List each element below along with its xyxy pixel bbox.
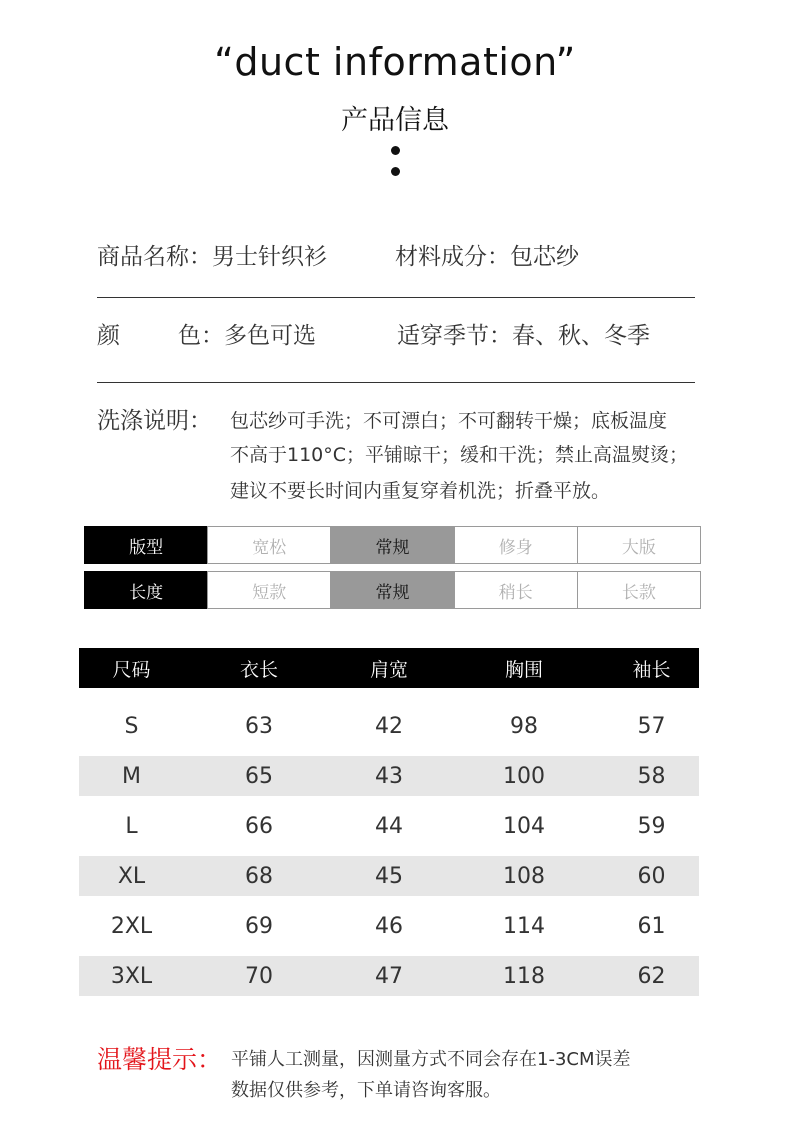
column-header: 胸围 <box>504 658 543 681</box>
table-cell: XL <box>117 863 146 889</box>
table-row <box>79 906 699 946</box>
care-line: 建议不要长时间内重复穿着机洗；折叠平放。 <box>230 480 611 502</box>
page-title-cn: 产品信息 <box>341 105 449 136</box>
table-row <box>79 756 699 796</box>
table-cell: 3XL <box>110 963 153 989</box>
table-header <box>79 648 699 688</box>
table-cell: 57 <box>637 713 666 739</box>
table-cell: 104 <box>503 813 545 839</box>
table-cell: 46 <box>375 913 403 939</box>
season: 适穿季节：春、秋、冬季 <box>397 323 650 349</box>
table-cell: L <box>125 813 138 839</box>
material: 材料成分：包芯纱 <box>395 244 579 270</box>
tip-line: 平铺人工测量，因测量方式不同会存在1-3CM误差 <box>231 1049 631 1070</box>
color-value: 色：多色可选 <box>178 323 316 349</box>
fit-selector <box>84 526 701 564</box>
fit-option-selected: 常规 <box>330 526 454 564</box>
table-row <box>79 806 699 846</box>
table-cell: 44 <box>375 813 403 839</box>
table-cell: 2XL <box>110 913 153 939</box>
table-row <box>79 956 699 996</box>
length-option-selected: 常规 <box>330 571 454 609</box>
table-cell: 45 <box>375 863 403 889</box>
table-cell: 63 <box>245 713 273 739</box>
table-cell: 60 <box>637 863 666 889</box>
table-cell: 100 <box>503 763 545 789</box>
column-header: 尺码 <box>112 658 151 681</box>
length-option: 短款 <box>207 571 331 609</box>
table-cell: 62 <box>637 963 666 989</box>
column-header: 衣长 <box>239 658 278 681</box>
table-cell: 114 <box>503 913 545 939</box>
table-cell: 98 <box>510 713 538 739</box>
table-cell: 61 <box>637 913 666 939</box>
fit-label: 版型 <box>84 526 208 564</box>
tip-label: 温馨提示： <box>97 1045 223 1074</box>
column-header: 肩宽 <box>369 658 408 681</box>
care-label: 洗涤说明： <box>97 408 212 434</box>
size-table <box>79 648 699 996</box>
table-cell: 42 <box>375 713 403 739</box>
care-line: 包芯纱可手洗；不可漂白；不可翻转干燥；底板温度 <box>230 410 668 432</box>
length-selector <box>84 571 701 609</box>
table-cell: M <box>122 763 141 789</box>
table-cell: 43 <box>375 763 403 789</box>
fit-option: 大版 <box>577 526 701 564</box>
table-cell: 66 <box>245 813 273 839</box>
product-name: 商品名称：男士针织衫 <box>97 244 327 270</box>
care-line: 不高于110°C；平铺晾干；缓和干洗；禁止高温熨烫； <box>230 444 689 466</box>
divider <box>97 297 695 298</box>
table-row <box>79 706 699 746</box>
decorative-dot <box>391 167 400 176</box>
table-cell: 118 <box>503 963 545 989</box>
tip-line: 数据仅供参考，下单请咨询客服。 <box>231 1080 501 1101</box>
table-cell: 65 <box>245 763 273 789</box>
decorative-dot <box>391 146 400 155</box>
table-cell: 59 <box>637 813 666 839</box>
fit-option: 宽松 <box>207 526 331 564</box>
table-cell: 69 <box>245 913 273 939</box>
length-option: 长款 <box>577 571 701 609</box>
column-header: 袖长 <box>632 658 671 681</box>
divider <box>97 382 695 383</box>
length-option: 稍长 <box>454 571 578 609</box>
color-label: 颜 <box>97 323 120 349</box>
table-cell: S <box>124 713 139 739</box>
table-cell: 47 <box>375 963 403 989</box>
table-cell: 70 <box>245 963 273 989</box>
page-title-en: “duct information” <box>214 40 576 84</box>
length-label: 长度 <box>84 571 208 609</box>
table-cell: 68 <box>245 863 273 889</box>
table-cell: 108 <box>503 863 545 889</box>
fit-option: 修身 <box>454 526 578 564</box>
table-row <box>79 856 699 896</box>
table-cell: 58 <box>637 763 666 789</box>
